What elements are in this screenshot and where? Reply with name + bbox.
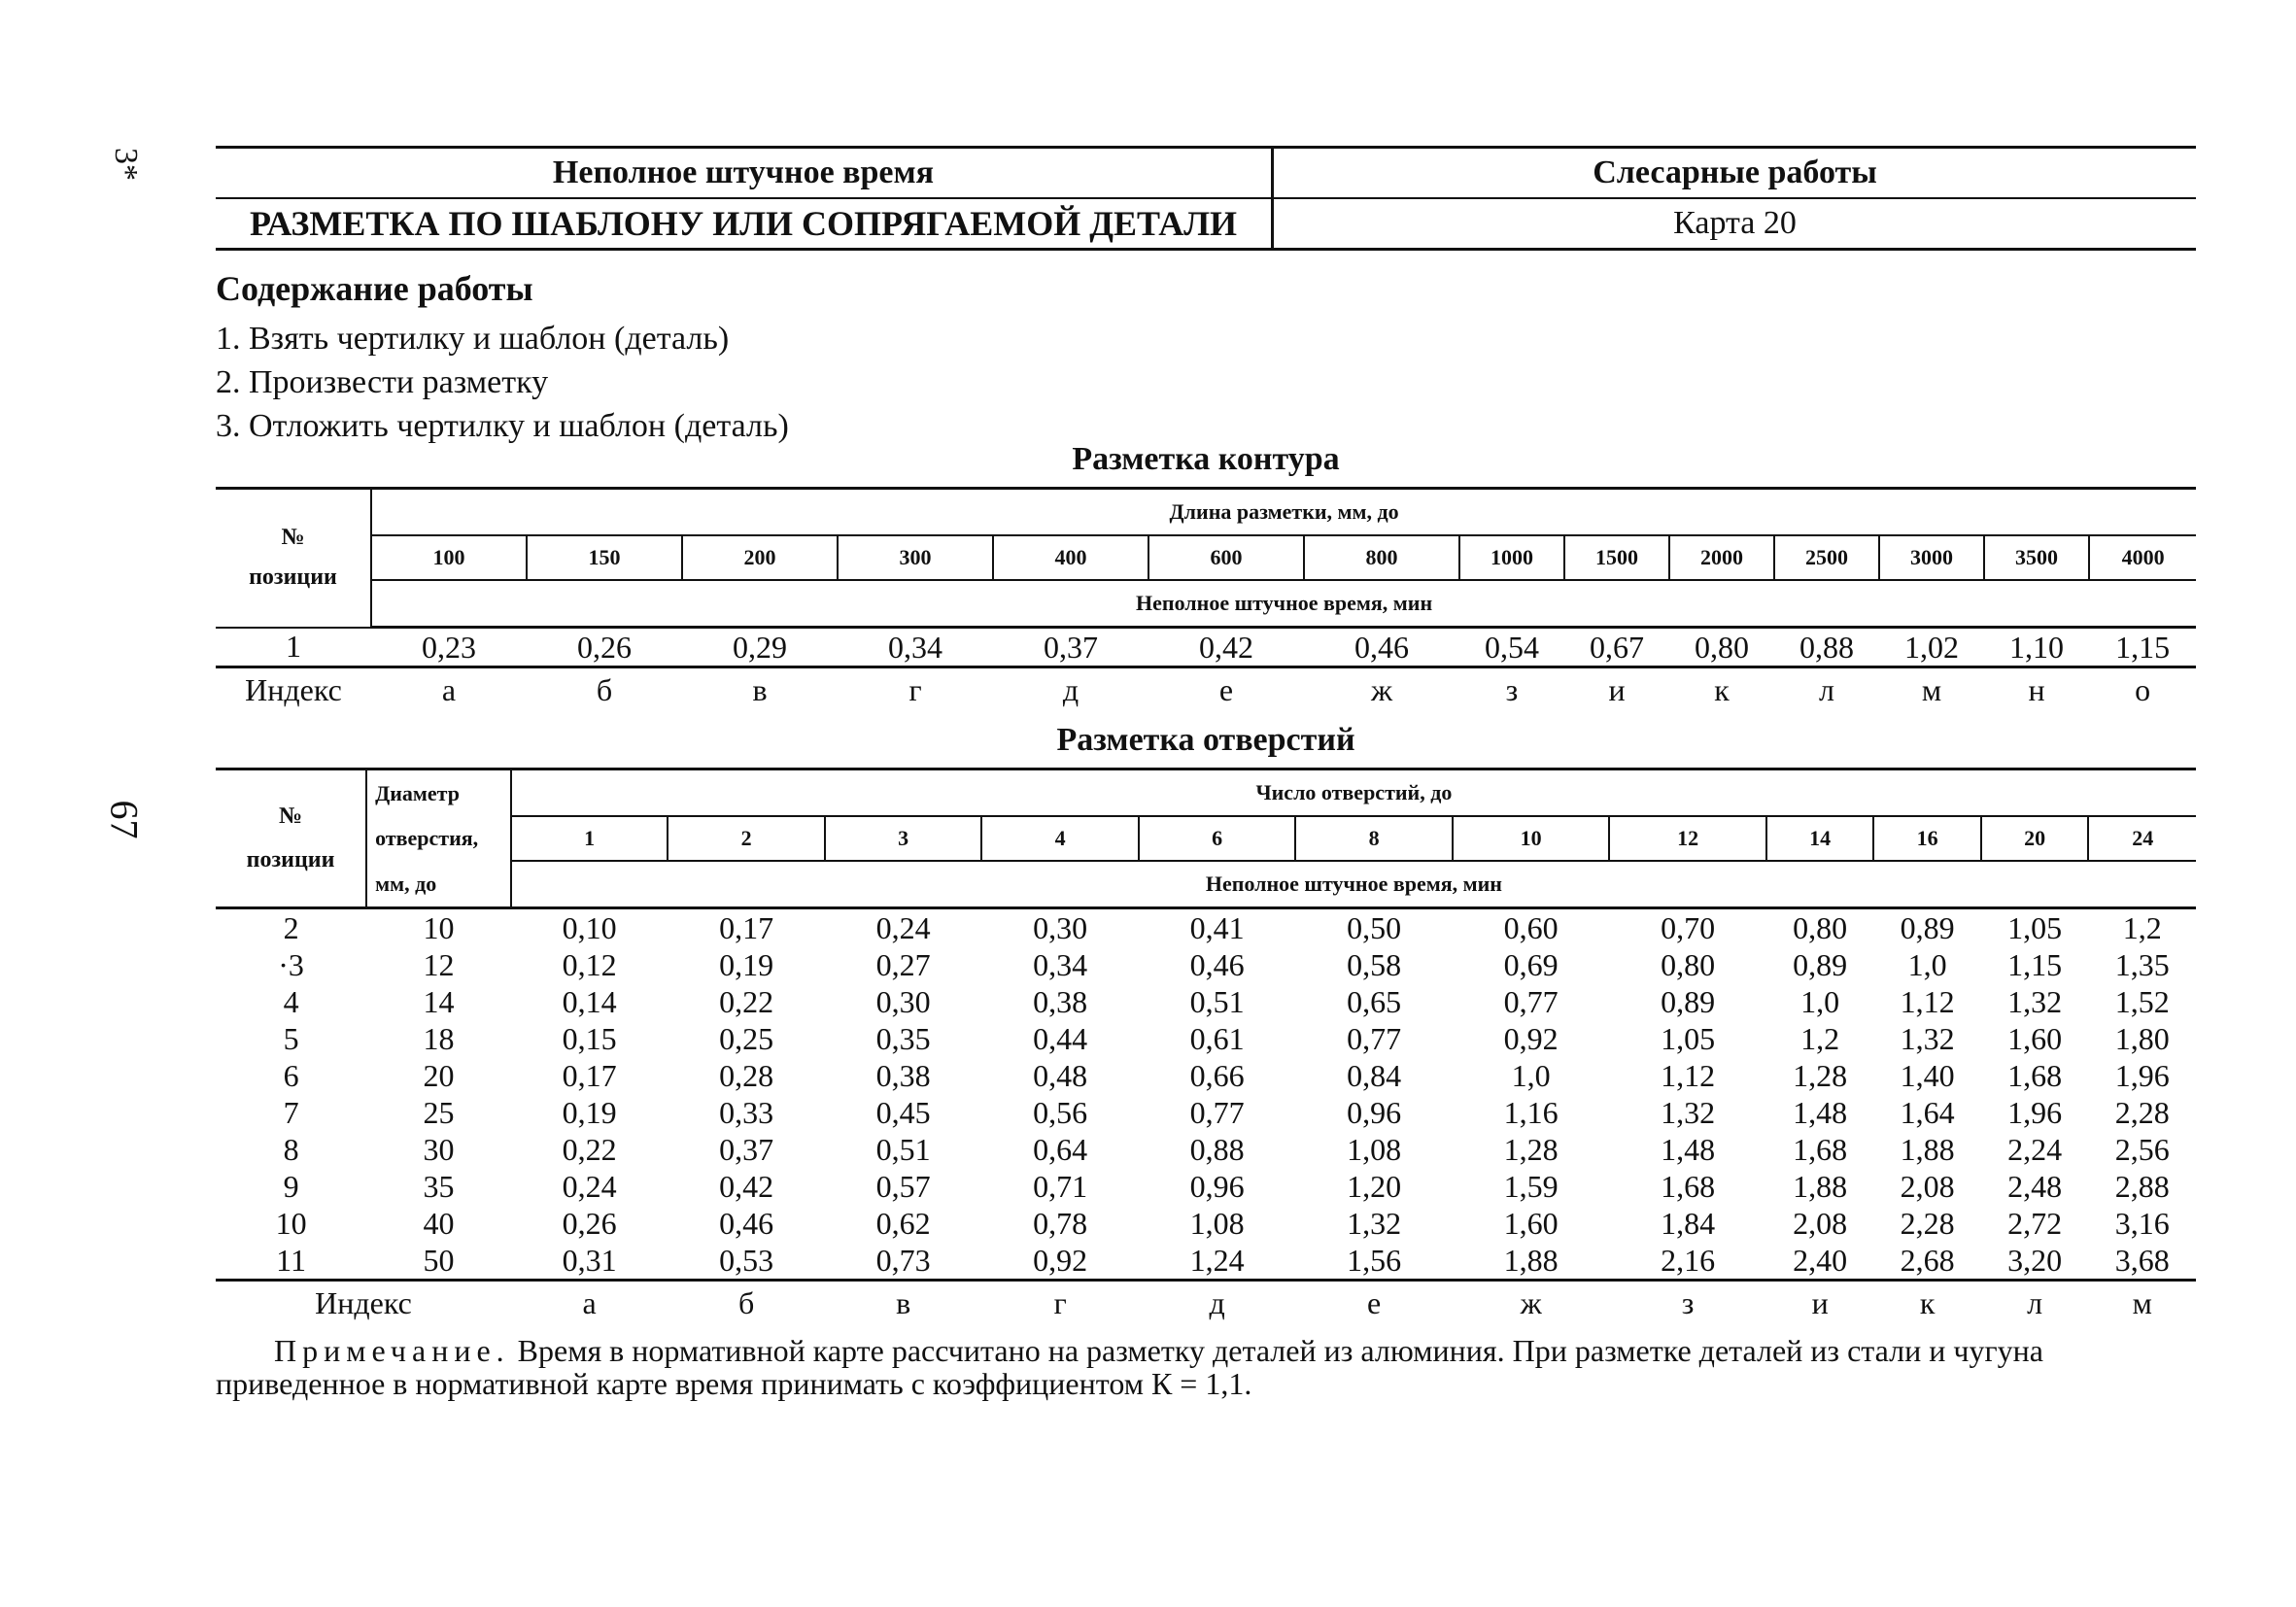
header-time-type: Неполное штучное время <box>216 149 1271 199</box>
time-value: 0,67 <box>1564 628 1669 667</box>
time-value: 1,28 <box>1503 1131 1559 1167</box>
header-left <box>216 149 1274 248</box>
diameter-cell: 12 <box>423 946 455 982</box>
work-content-title: Содержание работы <box>216 269 533 308</box>
length-value: 2000 <box>1669 535 1774 580</box>
time-value: 0,27 <box>875 946 931 982</box>
diameter-cell: 10 <box>423 909 455 945</box>
index-value: г <box>908 671 922 707</box>
time-value: 0,50 <box>1347 909 1402 945</box>
time-value: 0,23 <box>371 628 527 667</box>
time-value: 1,32 <box>1900 1020 1955 1056</box>
time-value: 0,60 <box>1503 909 1559 945</box>
index-label: Индекс <box>315 1284 412 1320</box>
time-value: 0,71 <box>1033 1168 1088 1204</box>
time-value: 0,92 <box>1033 1242 1088 1278</box>
work-step: 1. Взять чертилку и шаблон (деталь) <box>216 321 730 357</box>
position-cell: 1 <box>216 628 371 667</box>
diameter-cell: 35 <box>423 1168 455 1204</box>
position-cell: 4 <box>283 983 299 1019</box>
diameter-cell: 20 <box>423 1057 455 1093</box>
count-value: 4 <box>981 816 1139 861</box>
diameter-header-l2: отверстия, <box>366 816 511 861</box>
note <box>216 1334 2196 1400</box>
time-value: 1,32 <box>1661 1094 1716 1130</box>
time-value: 2,68 <box>1900 1242 1955 1278</box>
position-cell: 5 <box>283 1020 299 1056</box>
card-header <box>216 146 2196 251</box>
position-header <box>216 489 371 628</box>
time-value: 0,96 <box>1347 1094 1402 1130</box>
length-value: 3500 <box>1984 535 2089 580</box>
position-header-l2: позиции <box>246 847 335 872</box>
index-value: м <box>1921 671 1942 707</box>
position-cell: 8 <box>283 1131 299 1167</box>
time-value: 0,26 <box>527 628 682 667</box>
time-value: 0,22 <box>719 983 774 1019</box>
table-row <box>216 946 2196 983</box>
time-value: 0,42 <box>719 1168 774 1204</box>
count-values-row <box>216 816 2196 861</box>
time-value: 0,45 <box>875 1094 931 1130</box>
length-header: Длина разметки, мм, до <box>371 489 2196 536</box>
time-value: 0,34 <box>838 628 993 667</box>
time-value: 1,64 <box>1900 1094 1955 1130</box>
time-value: 1,20 <box>1347 1168 1402 1204</box>
index-value: м <box>2132 1284 2152 1320</box>
time-value: 1,88 <box>1793 1168 1848 1204</box>
time-value: 0,77 <box>1189 1094 1245 1130</box>
time-value: 1,84 <box>1661 1205 1716 1241</box>
time-value: 1,12 <box>1900 983 1955 1019</box>
length-value: 400 <box>993 535 1148 580</box>
time-value: 0,64 <box>1033 1131 1088 1167</box>
time-value: 1,52 <box>2114 983 2170 1019</box>
header-operation-title: РАЗМЕТКА ПО ШАБЛОНУ ИЛИ СОПРЯГАЕМОЙ ДЕТАЛИ <box>249 204 1238 243</box>
position-cell: ·3 <box>278 946 304 982</box>
length-value: 3000 <box>1879 535 1984 580</box>
index-label: Индекс <box>245 671 342 707</box>
count-value: 6 <box>1139 816 1296 861</box>
time-value: 0,22 <box>562 1131 617 1167</box>
time-value: 1,32 <box>1347 1205 1402 1241</box>
time-value: 1,56 <box>1347 1242 1402 1278</box>
time-value: 2,56 <box>2114 1131 2170 1167</box>
time-value: 1,40 <box>1900 1057 1955 1093</box>
index-row <box>216 1281 2196 1325</box>
time-value: 0,30 <box>1033 909 1088 945</box>
time-value: 0,89 <box>1900 909 1955 945</box>
count-value: 3 <box>825 816 982 861</box>
position-header <box>216 769 366 908</box>
norm-card-page <box>216 146 2196 1400</box>
table-row <box>216 628 2196 667</box>
time-value: 1,28 <box>1793 1057 1848 1093</box>
time-value: 0,77 <box>1503 983 1559 1019</box>
index-value: д <box>1209 1284 1225 1320</box>
time-value: 2,08 <box>1900 1168 1955 1204</box>
index-value: а <box>441 671 457 707</box>
time-value: 0,19 <box>719 946 774 982</box>
diameter-cell: 30 <box>423 1131 455 1167</box>
time-value: 1,35 <box>2114 946 2170 982</box>
note-label: Примечание. <box>274 1333 510 1368</box>
time-value: 1,15 <box>2007 946 2063 982</box>
index-value: л <box>1819 671 1834 707</box>
index-value: л <box>2027 1284 2043 1320</box>
time-value: 1,48 <box>1661 1131 1716 1167</box>
index-value: о <box>2135 671 2151 707</box>
table-row <box>216 983 2196 1020</box>
time-value: 1,24 <box>1189 1242 1245 1278</box>
position-cell: 9 <box>283 1168 299 1204</box>
diameter-cell: 14 <box>423 983 455 1019</box>
time-value: 2,08 <box>1793 1205 1848 1241</box>
position-cell: 2 <box>283 909 299 945</box>
time-value: 1,88 <box>1900 1131 1955 1167</box>
time-value: 1,80 <box>2114 1020 2170 1056</box>
work-step: 3. Отложить чертилку и шаблон (деталь) <box>216 408 789 444</box>
time-value: 0,10 <box>562 909 617 945</box>
index-value: к <box>1919 1284 1936 1320</box>
time-value: 1,2 <box>2122 909 2162 945</box>
position-cell: 10 <box>275 1205 307 1241</box>
time-value: 2,28 <box>1900 1205 1955 1241</box>
time-value: 0,53 <box>719 1242 774 1278</box>
length-value: 300 <box>838 535 993 580</box>
index-value: з <box>1681 1284 1695 1320</box>
time-value: 0,54 <box>1459 628 1564 667</box>
time-value: 0,96 <box>1189 1168 1245 1204</box>
time-value: 0,33 <box>719 1094 774 1130</box>
time-value: 0,37 <box>719 1131 774 1167</box>
index-value: е <box>1218 671 1234 707</box>
contour-table <box>216 487 2196 711</box>
holes-table-body <box>216 908 2196 1281</box>
time-value: 0,17 <box>719 909 774 945</box>
index-value: г <box>1053 1284 1067 1320</box>
time-value: 0,38 <box>1033 983 1088 1019</box>
time-value: 0,62 <box>875 1205 931 1241</box>
position-header-l1: № <box>279 804 303 829</box>
length-value: 4000 <box>2089 535 2196 580</box>
count-value: 1 <box>511 816 668 861</box>
diameter-header-l1: Диаметр <box>366 769 511 817</box>
index-value: ж <box>1520 1284 1542 1320</box>
time-value: 0,92 <box>1503 1020 1559 1056</box>
table-row <box>216 1057 2196 1094</box>
time-value: 0,61 <box>1189 1020 1245 1056</box>
position-cell: 11 <box>276 1242 306 1278</box>
time-value: 0,46 <box>1304 628 1459 667</box>
time-value: 1,68 <box>1793 1131 1848 1167</box>
time-value: 0,51 <box>875 1131 931 1167</box>
index-value: в <box>752 671 768 707</box>
index-value: н <box>2028 671 2045 707</box>
time-value: 0,84 <box>1347 1057 1402 1093</box>
time-value: 1,08 <box>1347 1131 1402 1167</box>
time-value: 1,48 <box>1793 1094 1848 1130</box>
time-value: 0,88 <box>1774 628 1879 667</box>
time-value: 1,0 <box>1907 946 1947 982</box>
time-value: 2,48 <box>2007 1168 2063 1204</box>
count-header: Число отверстий, до <box>511 769 2196 817</box>
time-value: 0,69 <box>1503 946 1559 982</box>
count-value: 10 <box>1453 816 1610 861</box>
index-value: е <box>1367 1284 1382 1320</box>
table-row <box>216 1205 2196 1242</box>
work-step: 2. Произвести разметку <box>216 364 549 400</box>
time-value: 1,60 <box>1503 1205 1559 1241</box>
holes-table <box>216 768 2196 1324</box>
time-value: 0,46 <box>719 1205 774 1241</box>
time-value: 1,05 <box>1661 1020 1716 1056</box>
time-value: 0,78 <box>1033 1205 1088 1241</box>
index-value: к <box>1714 671 1730 707</box>
table-row <box>216 1131 2196 1168</box>
diameter-cell: 40 <box>423 1205 455 1241</box>
diameter-cell: 50 <box>423 1242 455 1278</box>
time-value: 1,12 <box>1661 1057 1716 1093</box>
time-value: 1,08 <box>1189 1205 1245 1241</box>
table-row <box>216 908 2196 947</box>
count-value: 16 <box>1873 816 1981 861</box>
time-value: 0,24 <box>562 1168 617 1204</box>
time-value: 0,77 <box>1347 1020 1402 1056</box>
time-value: 0,31 <box>562 1242 617 1278</box>
length-value: 150 <box>527 535 682 580</box>
page-number: 67 <box>102 800 147 839</box>
position-header-l2: позиции <box>249 564 337 591</box>
index-value: ж <box>1370 671 1393 707</box>
time-value: 0,80 <box>1793 909 1848 945</box>
length-value: 1000 <box>1459 535 1564 580</box>
time-value: 2,16 <box>1661 1242 1716 1278</box>
header-card-number: Карта 20 <box>1673 205 1797 241</box>
time-header: Неполное штучное время, мин <box>511 861 2196 908</box>
time-value: 0,89 <box>1793 946 1848 982</box>
time-value: 3,16 <box>2114 1205 2170 1241</box>
time-value: 1,68 <box>2007 1057 2063 1093</box>
time-value: 0,42 <box>1148 628 1304 667</box>
time-value: 0,80 <box>1669 628 1774 667</box>
table-row <box>216 1242 2196 1281</box>
count-value: 2 <box>668 816 825 861</box>
time-value: 0,89 <box>1661 983 1716 1019</box>
index-value: б <box>737 1284 755 1320</box>
count-value: 12 <box>1609 816 1766 861</box>
time-value: 0,38 <box>875 1057 931 1093</box>
time-value: 2,28 <box>2114 1094 2170 1130</box>
work-steps-list <box>216 317 2196 448</box>
time-value: 2,72 <box>2007 1205 2063 1241</box>
time-value: 0,34 <box>1033 946 1088 982</box>
index-row <box>216 667 2196 712</box>
length-values-row <box>216 535 2196 580</box>
length-value: 2500 <box>1774 535 1879 580</box>
index-value: и <box>1811 1284 1829 1320</box>
time-value: 3,20 <box>2007 1242 2063 1278</box>
time-value: 1,15 <box>2089 628 2196 667</box>
count-value: 24 <box>2088 816 2196 861</box>
contour-section-title: Разметка контура <box>1072 441 1340 477</box>
index-value: и <box>1608 671 1626 707</box>
time-value: 3,68 <box>2114 1242 2170 1278</box>
time-value: 2,88 <box>2114 1168 2170 1204</box>
time-value: 1,2 <box>1800 1020 1840 1056</box>
time-value: 0,48 <box>1033 1057 1088 1093</box>
time-value: 0,15 <box>562 1020 617 1056</box>
time-value: 0,66 <box>1189 1057 1245 1093</box>
time-value: 0,12 <box>562 946 617 982</box>
header-right <box>1274 149 2196 248</box>
time-value: 0,70 <box>1661 909 1716 945</box>
time-value: 1,10 <box>1984 628 2089 667</box>
time-value: 1,96 <box>2007 1094 2063 1130</box>
time-value: 1,32 <box>2007 983 2063 1019</box>
note-text: Время в нормативной карте рассчитано на разметку деталей из алюминия. При разметке деталей из стали и чугуна приведенное в нормативной карте время принимать с коэффициентом К = 1,1. <box>216 1333 2043 1401</box>
diameter-cell: 25 <box>423 1094 455 1130</box>
time-value: 2,24 <box>2007 1131 2063 1167</box>
time-value: 0,14 <box>562 983 617 1019</box>
position-cell: 7 <box>283 1094 299 1130</box>
time-header: Неполное штучное время, мин <box>371 580 2196 628</box>
length-value: 200 <box>682 535 838 580</box>
index-value: в <box>896 1284 911 1320</box>
time-value: 2,40 <box>1793 1242 1848 1278</box>
time-value: 0,41 <box>1189 909 1245 945</box>
time-value: 1,0 <box>1800 983 1840 1019</box>
time-value: 0,25 <box>719 1020 774 1056</box>
index-value: з <box>1505 671 1519 707</box>
time-value: 1,88 <box>1503 1242 1559 1278</box>
time-value: 0,17 <box>562 1057 617 1093</box>
time-value: 1,0 <box>1511 1057 1551 1093</box>
time-value: 0,29 <box>682 628 838 667</box>
time-value: 0,65 <box>1347 983 1402 1019</box>
time-value: 1,02 <box>1879 628 1984 667</box>
table-row <box>216 1020 2196 1057</box>
time-value: 0,46 <box>1189 946 1245 982</box>
length-value: 1500 <box>1564 535 1669 580</box>
time-value: 0,56 <box>1033 1094 1088 1130</box>
time-value: 0,37 <box>993 628 1148 667</box>
time-value: 0,51 <box>1189 983 1245 1019</box>
header-work-category: Слесарные работы <box>1274 149 2196 199</box>
time-value: 0,58 <box>1347 946 1402 982</box>
time-value: 1,59 <box>1503 1168 1559 1204</box>
count-value: 20 <box>1981 816 2089 861</box>
time-value: 0,24 <box>875 909 931 945</box>
index-value: б <box>596 671 613 707</box>
time-value: 1,60 <box>2007 1020 2063 1056</box>
time-value: 1,96 <box>2114 1057 2170 1093</box>
time-value: 0,26 <box>562 1205 617 1241</box>
time-value: 1,68 <box>1661 1168 1716 1204</box>
diameter-header-l3: мм, до <box>366 861 511 908</box>
time-value: 0,44 <box>1033 1020 1088 1056</box>
table-row <box>216 1168 2196 1205</box>
count-value: 14 <box>1766 816 1874 861</box>
time-value: 0,28 <box>719 1057 774 1093</box>
length-value: 600 <box>1148 535 1304 580</box>
index-value: д <box>1062 671 1079 707</box>
count-value: 8 <box>1295 816 1453 861</box>
length-value: 800 <box>1304 535 1459 580</box>
time-value: 0,73 <box>875 1242 931 1278</box>
time-value: 0,19 <box>562 1094 617 1130</box>
position-header-l1: № <box>281 525 305 551</box>
margin-mark: 3* <box>108 148 144 181</box>
time-value: 0,35 <box>875 1020 931 1056</box>
time-value: 0,57 <box>875 1168 931 1204</box>
diameter-cell: 18 <box>423 1020 455 1056</box>
holes-section-title: Разметка отверстий <box>1056 722 1355 758</box>
time-value: 0,88 <box>1189 1131 1245 1167</box>
position-cell: 6 <box>283 1057 299 1093</box>
table-row <box>216 1094 2196 1131</box>
time-value: 0,80 <box>1661 946 1716 982</box>
time-value: 1,16 <box>1503 1094 1559 1130</box>
time-value: 0,30 <box>875 983 931 1019</box>
length-value: 100 <box>371 535 527 580</box>
time-value: 1,05 <box>2007 909 2063 945</box>
index-value: а <box>582 1284 597 1320</box>
